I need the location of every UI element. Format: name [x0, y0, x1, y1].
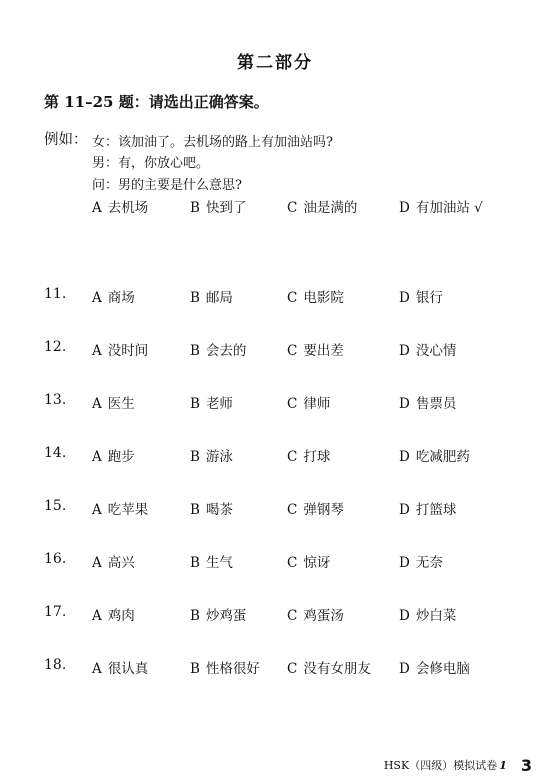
instruction-text: 第 11–25 题：请选出正确答案。 — [44, 93, 269, 111]
example-option-d: D 有加油站 √ — [399, 200, 483, 216]
option-a: A 商场 — [92, 290, 135, 306]
option-a: A 高兴 — [92, 555, 135, 571]
page-footer — [384, 756, 532, 775]
option-a: A 没时间 — [92, 343, 149, 359]
option-d: D 打篮球 — [399, 502, 457, 518]
option-c: C 没有女朋友 — [287, 661, 371, 677]
option-a: A 吃苹果 — [92, 502, 149, 518]
option-d: D 吃减肥药 — [399, 449, 470, 465]
footer-series-number: 1 — [499, 759, 507, 772]
question-row — [0, 286, 550, 308]
example-option-c: C 油是满的 — [287, 200, 358, 216]
option-c: C 弹钢琴 — [287, 502, 344, 518]
question-row — [0, 392, 550, 414]
option-c: C 惊讶 — [287, 555, 331, 571]
option-d: D 炒白菜 — [399, 608, 457, 624]
option-d: D 无奈 — [399, 555, 443, 571]
page-number: 3 — [520, 756, 532, 775]
option-b: B 生气 — [190, 555, 233, 571]
question-row — [0, 339, 550, 361]
option-c: C 电影院 — [287, 290, 344, 306]
question-number: 12. — [44, 339, 67, 355]
question-number: 11. — [44, 286, 67, 302]
option-b: B 会去的 — [190, 343, 247, 359]
option-a: A 医生 — [92, 396, 135, 412]
option-d: D 银行 — [399, 290, 443, 306]
option-a: A 跑步 — [92, 449, 135, 465]
option-b: B 喝茶 — [190, 502, 233, 518]
question-number: 15. — [44, 498, 67, 514]
option-d: D 会修电脑 — [399, 661, 470, 677]
option-d: D 没心情 — [399, 343, 457, 359]
question-row — [0, 657, 550, 679]
footer-label: HSK（四级）模拟试卷 — [383, 759, 498, 772]
question-row — [0, 551, 550, 573]
example-dialogue-man: 男：有，你放心吧。 — [92, 156, 210, 171]
option-a: A 鸡肉 — [92, 608, 135, 624]
option-c: C 律师 — [287, 396, 331, 412]
option-b: B 性格很好 — [190, 661, 260, 677]
option-b: B 邮局 — [190, 290, 233, 306]
example-option-a: A 去机场 — [92, 200, 149, 216]
option-a: A 很认真 — [92, 661, 149, 677]
option-b: B 游泳 — [190, 449, 233, 465]
example-option-b: B 快到了 — [190, 200, 247, 216]
question-row — [0, 498, 550, 520]
option-c: C 要出差 — [287, 343, 344, 359]
option-b: B 老师 — [190, 396, 233, 412]
option-c: C 鸡蛋汤 — [287, 608, 344, 624]
example-question: 问：男的主要是什么意思? — [92, 178, 242, 193]
example-options — [0, 196, 550, 218]
option-d: D 售票员 — [399, 396, 457, 412]
question-row — [0, 604, 550, 626]
question-number: 16. — [44, 551, 67, 567]
section-title: 第二部分 — [237, 53, 313, 73]
option-b: B 炒鸡蛋 — [190, 608, 247, 624]
question-number: 13. — [44, 392, 67, 408]
question-number: 18. — [44, 657, 67, 673]
example-dialogue-woman: 女：该加油了。去机场的路上有加油站吗? — [92, 135, 333, 150]
question-number: 14. — [44, 445, 67, 461]
option-c: C 打球 — [287, 449, 331, 465]
question-row — [0, 445, 550, 467]
question-number: 17. — [44, 604, 67, 620]
example-label: 例如： — [44, 132, 88, 148]
